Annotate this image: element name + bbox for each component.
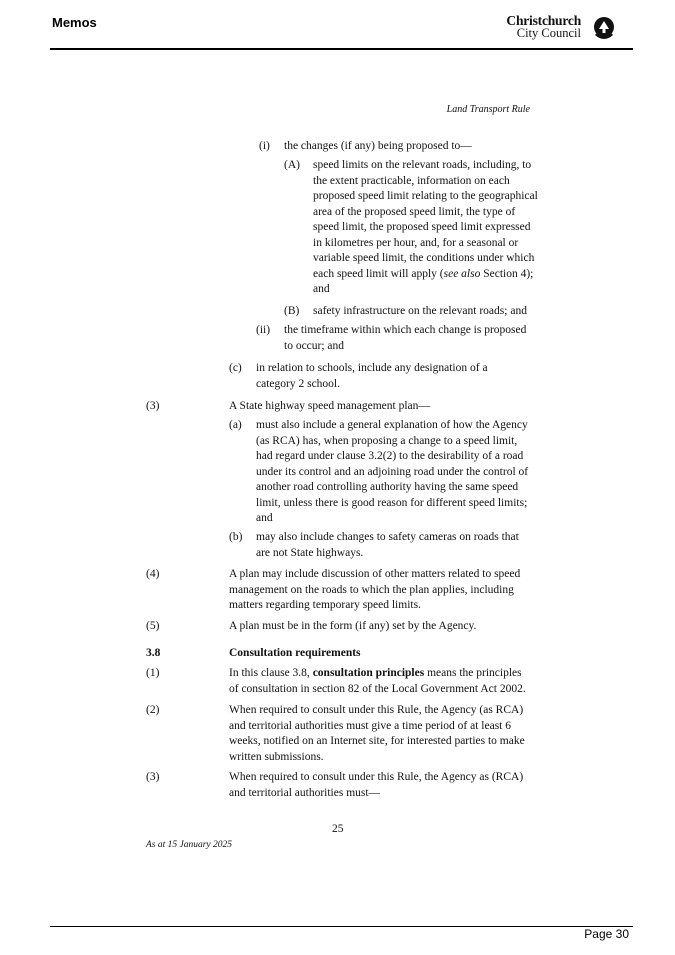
subclause-3-number: (3) [146, 400, 160, 412]
subclause-5-text: A plan must be in the form (if any) set by the Agency. [229, 620, 477, 632]
consult-2-text: When required to consult under this Rule, the Agency (as RCA) and territorial authorities must give a time period of at least 6 weeks, notified on an Internet site, for interested parties to make written submissions. [229, 704, 525, 763]
clause-3-8-number: 3.8 [146, 647, 161, 659]
consult-1-bold: consultation principles [312, 667, 425, 679]
item-ii-text: the timeframe within which each change is proposed to occur; and [284, 324, 527, 352]
logo-line1: Christchurch [506, 13, 581, 28]
as-at-date: As at 15 January 2025 [146, 840, 233, 850]
item-ii-number: (ii) [256, 324, 271, 336]
item-B-number: (B) [284, 305, 300, 317]
subclause-4-text: A plan may include discussion of other matters related to speed management on the roads to which the plan applies, including matters regarding temporary speed limits. [229, 568, 521, 611]
consult-1-text [229, 666, 534, 697]
council-logo-icon [591, 16, 617, 42]
section-label: Memos [52, 15, 97, 30]
consult-3-number: (3) [146, 771, 160, 783]
document-page-number: 25 [332, 823, 344, 835]
item-B-text: safety infrastructure on the relevant roads; and [313, 305, 527, 317]
consult-2-number: (2) [146, 704, 160, 716]
subclause-5-number: (5) [146, 620, 160, 632]
consult-1-pre: In this clause 3.8, [229, 667, 313, 679]
consult-3-text: When required to consult under this Rule, the Agency as (RCA) and territorial authorities must— [229, 771, 524, 799]
subclause-4-number: (4) [146, 568, 160, 580]
item-A-tail: Section 4); and [313, 267, 534, 295]
footer-page-label: Page 30 [584, 927, 629, 941]
item-3b-number: (b) [229, 531, 243, 543]
consult-1-number: (1) [146, 667, 160, 679]
item-3b-text: may also include changes to safety cameras on roads that are not State highways. [256, 531, 519, 559]
item-i-number: (i) [259, 140, 270, 152]
item-A-text-main: speed limits on the relevant roads, including, to the extent practicable, information on each proposed speed limit relating to the geographical area of the proposed speed limit, the type of speed limit, the proposed speed limit expressed in kilometres per hour, and, for a seasonal or variable speed limit, the conditions under which each speed limit will apply ( [313, 159, 538, 280]
item-3a-text: must also include a general explanation of how the Agency (as RCA) has, when proposing a change to a speed limit, had regard under clause 3.2(2) to the desirability of a road under its control and an adjoining road under the control of another road controlling authority having the same speed limit, unless there is good reason for different speed limits; and [256, 419, 529, 524]
consult-1-post: means the principles of consultation in section 82 of the Local Government Act 2002. [229, 667, 526, 695]
subclause-3-text: A State highway speed management plan— [229, 400, 430, 412]
council-logo [477, 14, 617, 46]
logo-line2: City Council [516, 26, 581, 40]
running-head: Land Transport Rule [446, 104, 530, 115]
footer-divider [50, 926, 633, 927]
item-i-text: the changes (if any) being proposed to— [284, 140, 472, 152]
clause-3-8-heading: Consultation requirements [229, 647, 361, 659]
item-3a-number: (a) [229, 419, 242, 431]
header-divider [50, 48, 633, 50]
item-A-number: (A) [284, 159, 300, 171]
item-A-text [313, 158, 538, 298]
item-c-text: in relation to schools, include any designation of a category 2 school. [256, 362, 488, 390]
item-A-italic: see also [443, 267, 481, 280]
logo-text [506, 14, 581, 40]
page-header [50, 0, 633, 50]
item-c-number: (c) [229, 362, 242, 374]
